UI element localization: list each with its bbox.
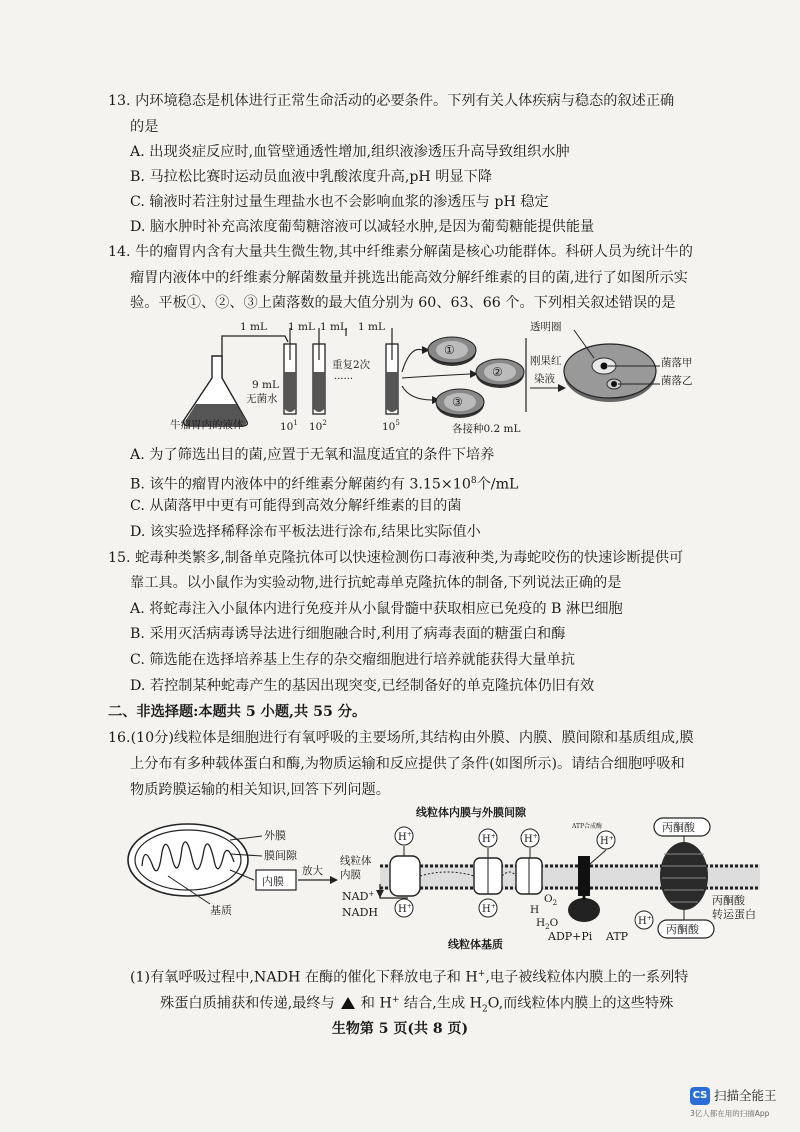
plate-1 — [428, 337, 476, 366]
q13-option-c: C. 输液时若注射过量生理盐水也不会影响血浆的渗透压与 pH 稳定 — [130, 194, 549, 210]
nadh-label: NADH — [342, 906, 378, 919]
answer-blank-icon — [341, 997, 355, 1009]
colony-b-label: 菌落乙 — [661, 375, 693, 387]
dilution-label-2: $10^2$ — [309, 419, 327, 433]
q16-stem-line3: 物质跨膜运输的相关知识,回答下列问题。 — [130, 782, 390, 798]
halo-label: 透明圈 — [530, 321, 562, 333]
q16-stem-line2: 上分布有多种载体蛋白和酶,为物质运输和反应提供了条件(如图所示)。请结合细胞呼吸和 — [130, 756, 685, 772]
scanner-app-name: 扫描全能王 — [714, 1088, 777, 1103]
outer-membrane-label: 外膜 — [264, 829, 286, 842]
inner-membrane-label: 内膜 — [262, 875, 284, 888]
water-label: $H_2O$ — [536, 917, 559, 931]
congo-red-label: 刚果红 — [530, 355, 562, 367]
transporter-label-1: 丙酮酸 — [712, 894, 745, 907]
matrix-title: 线粒体基质 — [448, 938, 503, 951]
dilution-label-1: $10^1$ — [280, 419, 298, 433]
pyruvate-transporter — [660, 842, 708, 910]
q15-option-c: C. 筛选能在选择培养基上生存的杂交瘤细胞进行培养就能获得大量单抗 — [130, 652, 575, 668]
svg-text:H+: H+ — [398, 831, 412, 843]
atp-synthase-label: ATP合成酶 — [572, 823, 603, 830]
q14-stem-line2: 瘤胃内液体中的纤维素分解菌数量并挑选出能高效分解纤维素的目的菌,进行了如图所示实 — [130, 270, 688, 286]
svg-text:H+: H+ — [638, 915, 652, 927]
scanner-watermark — [690, 1085, 794, 1125]
pyruvate-bottom-label: 丙酮酸 — [666, 923, 699, 936]
q16-stem-line1: 16.(10分)线粒体是细胞进行有氧呼吸的主要场所,其结构由外膜、内膜、膜间隙和基质组成,膜 — [108, 730, 694, 746]
sterile-water-label: 无菌水 — [246, 393, 278, 405]
scanner-slogan: 3亿人都在用的扫描App — [690, 1109, 770, 1118]
mito-inner-label-2: 内膜 — [340, 869, 361, 881]
svg-text:H+: H+ — [482, 833, 496, 845]
water-volume-label: 9 mL — [252, 379, 279, 391]
colony-a-label: 菌落甲 — [661, 357, 693, 369]
dilution-label-3: $10^5$ — [382, 419, 400, 433]
mitochondrion-icon — [128, 824, 248, 896]
transporter-label-2: 转运蛋白 — [712, 908, 756, 921]
ml-label-3: 1 mL — [320, 321, 347, 333]
repeat-label: 重复2次 — [332, 359, 371, 371]
mito-inner-label-1: 线粒体 — [340, 855, 372, 867]
q15-stem-line2: 靠工具。以小鼠作为实验动物,进行抗蛇毒单克隆抗体的制备,下列说法正确的是 — [130, 575, 622, 591]
plate-3 — [436, 389, 484, 418]
q14-option-a: A. 为了筛选出目的菌,应置于无氧和温度适宜的条件下培养 — [130, 447, 495, 463]
q13-option-b: B. 马拉松比赛时运动员血液中乳酸浓度升高,pH 明显下降 — [130, 169, 493, 185]
nad-label: NAD+ — [342, 890, 375, 903]
q15-option-a: A. 将蛇毒注入小鼠体内进行免疫并从小鼠骨髓中获取相应已免疫的 B 淋巴细胞 — [130, 601, 623, 617]
q16-part1-line1: (1)有氧呼吸过程中,NADH 在酶的催化下释放电子和 H+,电子被线粒体内膜上的一系列特 — [130, 969, 689, 986]
q14-stem-line1: 14. 牛的瘤胃内含有大量共生微生物,其中纤维素分解菌是核心功能群体。科研人员为统计牛的 — [108, 244, 693, 260]
q13-stem-line2: 的是 — [130, 119, 159, 135]
section-heading: 二、非选择题:本题共 5 小题,共 55 分。 — [108, 704, 367, 720]
svg-text:H+: H+ — [600, 835, 614, 847]
plate-2 — [476, 359, 524, 388]
q13-option-a: A. 出现炎症反应时,血管壁通透性增加,组织液渗透压升高导致组织水肿 — [130, 144, 570, 160]
q13-option-d: D. 脑水肿时补充高浓度葡萄糖溶液可以减轻水肿,是因为葡萄糖能提供能量 — [130, 219, 595, 235]
q16-part1-line2: 殊蛋白质捕获和传递,最终与 和 H+ 结合,生成 $H_2O$,而线粒体内膜上的这些特殊 — [160, 995, 674, 1015]
mitochondria-figure — [118, 804, 778, 956]
q14-option-d: D. 该实验选择稀释涂布平板法进行涂布,结果比实际值小 — [130, 524, 481, 540]
pyruvate-top-label: 丙酮酸 — [662, 821, 695, 834]
ml-label-1: 1 mL — [240, 321, 267, 333]
q14-option-c: C. 从菌落甲中更有可能得到高效分解纤维素的目的菌 — [130, 498, 462, 514]
intermembrane-space-label: 膜间隙 — [264, 849, 297, 862]
atp-label: ATP — [606, 930, 629, 943]
ml-label-2: 1 mL — [288, 321, 315, 333]
svg-text:①: ① — [444, 343, 455, 357]
ml-label-4: 1 mL — [358, 321, 385, 333]
svg-text:②: ② — [492, 365, 503, 379]
zoom-label: 放大 — [302, 865, 323, 877]
q13-stem-line1: 13. 内环境稳态是机体进行正常生命活动的必要条件。下列有关人体疾病与稳态的叙述正确 — [108, 93, 675, 109]
inoculation-label: 各接种0.2 mL — [452, 423, 521, 435]
ellipsis-label: ······ — [334, 374, 354, 385]
q14-stem-line3: 验。平板①、②、③上菌落数的最大值分别为 60、63、66 个。下列相关叙述错误的是 — [130, 295, 676, 311]
svg-text:H+: H+ — [524, 833, 538, 845]
q15-stem-line1: 15. 蛇毒种类繁多,制备单克隆抗体可以快速检测伤口毒液种类,为毒蛇咬伤的快速诊断提供可 — [108, 550, 684, 566]
stain-label: 染液 — [534, 373, 555, 385]
svg-text:H+: H+ — [482, 903, 496, 915]
oxygen-label: $O_2$ — [544, 893, 558, 907]
q14-option-b: B. 该牛的瘤胃内液体中的纤维素分解菌约有 $3.15\times 10^8$个/mL — [130, 476, 519, 493]
page-footer: 生物第 5 页(共 8 页) — [331, 1021, 469, 1037]
rumen-liquid-label: 牛瘤胃内的液体 — [170, 419, 244, 431]
stained-plate — [564, 344, 656, 402]
intermembrane-title: 线粒体内膜与外膜间隙 — [416, 806, 526, 819]
matrix-label: 基质 — [210, 904, 232, 917]
adp-label: ADP+Pi — [548, 930, 593, 943]
dilution-plating-figure — [170, 316, 670, 438]
q15-option-b: B. 采用灭活病毒诱导法进行细胞融合时,利用了病毒表面的糖蛋白和酶 — [130, 626, 566, 642]
q15-option-d: D. 若控制某种蛇毒产生的基因出现突变,已经制备好的单克隆抗体仍旧有效 — [130, 678, 595, 694]
svg-text:③: ③ — [452, 395, 463, 409]
h-label: H — [530, 904, 540, 916]
svg-text:H+: H+ — [398, 903, 412, 915]
scanner-logo-icon: CS — [690, 1087, 710, 1105]
